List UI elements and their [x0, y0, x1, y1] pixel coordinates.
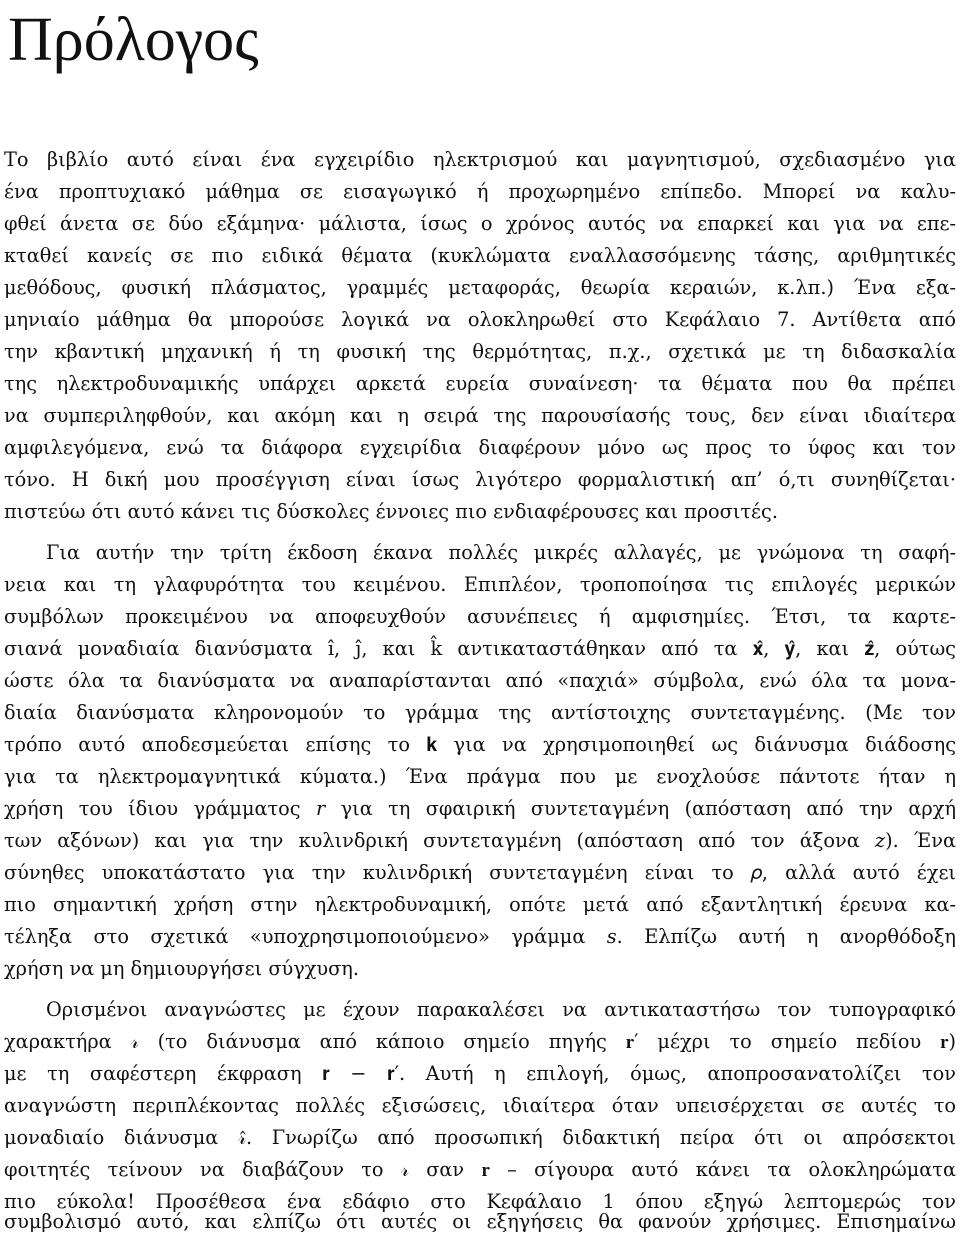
paragraph-1-line-6: μηνιαίο μάθημα θα μπορούσε λογικά να ολοκληρωθεί στο Κεφάλαιο 7. Αντίθετα από	[4, 308, 956, 331]
paragraph-1-line-4: κταθεί κανείς σε πιο ειδικά θέματα (κυκλώματα εναλλασσόμενης τάσης, αριθμητικές	[4, 244, 956, 267]
paragraph-3-line-5: μοναδιαίο διάνυσμα 𝓇̂. Γνωρίζω από προσωπική διδακτική πείρα ότι οι απρόσεκτοι	[4, 1126, 956, 1149]
paragraph-2-line-7: τρόπο αυτό αποδεσμεύεται επίσης το 𝐤 για να χρησιμοποιηθεί ως διάνυσμα διάδοσης	[4, 733, 956, 756]
paragraph-3-line-2: χαρακτήρα 𝓇 (το διάνυσμα από κάποιο σημείο πηγής 𝐫′ μέχρι το σημείο πεδίου 𝐫)	[4, 1030, 956, 1053]
paragraph-3-line-4: αναγνώστη περιπλέκοντας πολλές εξισώσεις, ιδιαίτερα όταν υπεισέρχεται σε αυτές το	[4, 1094, 956, 1117]
paragraph-2-line-3: συμβόλων προκειμένου να αποφευχθούν ασυνέπειες ή αμφισημίες. Έτσι, τα καρτε-	[4, 605, 956, 628]
paragraph-3-line-3: με τη σαφέστερη έκφραση 𝐫 − 𝐫′. Αυτή η επιλογή, όμως, αποπροσανατολίζει τον	[4, 1062, 956, 1085]
page-title: Πρόλογος	[8, 6, 259, 74]
paragraph-2-line-14: χρήση να μη δημιουργήσει σύγχυση.	[4, 957, 359, 980]
paragraph-3-line-1: Ορισμένοι αναγνώστες με έχουν παρακαλέσει να αντικαταστήσω τον τυπογραφικό	[46, 998, 956, 1021]
paragraph-1-line-5: μεθόδους, φυσική πλάσματος, γραμμές μεταφοράς, θεωρία κεραιών, κ.λπ.) Ένα εξα-	[4, 276, 956, 299]
paragraph-2-line-13: τέληξα στο σχετικά «υποχρησιμοποιούμενο» γράμμα 𝑠. Ελπίζω αυτή η ανορθόδοξη	[4, 925, 956, 948]
paragraph-1-line-9: να συμπεριληφθούν, και ακόμη και η σειρά της παρουσίασής τους, δεν είναι ιδιαίτερα	[4, 404, 956, 427]
paragraph-1-line-10: αμφιλεγόμενα, ενώ τα διάφορα εγχειρίδια διαφέρουν μόνο ως προς το ύφος και τον	[4, 436, 956, 459]
paragraph-2-line-4: σιανά μοναδιαία διανύσματα ı̂, ȷ̂, και k̂ αντικαταστάθηκαν από τα 𝐱̂, 𝐲̂, και 𝐳̂, ούτως	[4, 637, 956, 660]
paragraph-2-line-11: σύνηθες υποκατάστατο για την κυλινδρική συντεταγμένη είναι το 𝜌, αλλά αυτό έχει	[4, 861, 956, 884]
paragraph-1-line-2: ένα προπτυχιακό μάθημα σε εισαγωγικό ή προχωρημένο επίπεδο. Μπορεί να καλυ-	[4, 180, 956, 203]
paragraph-2-line-6: διαία διανύσματα κληρονομούν το γράμμα της αντίστοιχης συντεταγμένης. (Με τον	[4, 701, 956, 724]
paragraph-2-line-5: ώστε όλα τα διανύσματα να αναπαρίστανται από «παχιά» σύμβολα, ενώ όλα τα μονα-	[4, 669, 956, 692]
paragraph-1-line-1: Το βιβλίο αυτό είναι ένα εγχειρίδιο ηλεκτρισμού και μαγνητισμού, σχεδιασμένο για	[4, 148, 956, 171]
paragraph-2-line-2: νεια και τη γλαφυρότητα του κειμένου. Επιπλέον, τροποποίησα τις επιλογές μερικών	[4, 573, 956, 596]
paragraph-2-line-12: πιο σημαντική χρήση στην ηλεκτροδυναμική, οπότε μετά από εξαντλητική έρευνα κα-	[4, 893, 956, 916]
paragraph-2-line-1: Για αυτήν την τρίτη έκδοση έκανα πολλές μικρές αλλαγές, με γνώμονα τη σαφή-	[46, 541, 956, 564]
paragraph-3-line-8: συμβολισμό αυτό, και ελπίζω ότι αυτές οι εξηγήσεις θα φανούν χρήσιμες. Επισημαίνω	[4, 1210, 956, 1233]
paragraph-3-line-7: πιο εύκολα! Προσέθεσα ένα εδάφιο στο Κεφάλαιο 1 όπου εξηγώ λεπτομερώς τον	[4, 1190, 956, 1213]
paragraph-2-line-10: των αξόνων) και για την κυλινδρική συντεταγμένη (απόσταση από τον άξονα 𝑧). Ένα	[4, 829, 956, 852]
paragraph-1-line-3: φθεί άνετα σε δύο εξάμηνα· μάλιστα, ίσως ο χρόνος αυτός να επαρκεί και για να επε-	[4, 212, 956, 235]
paragraph-2-line-8: για τα ηλεκτρομαγνητικά κύματα.) Ένα πράγμα που με ενοχλούσε πάντοτε ήταν η	[4, 765, 956, 788]
paragraph-2-line-9: χρήση του ίδιου γράμματος 𝑟 για τη σφαιρική συντεταγμένη (απόσταση από την αρχή	[4, 797, 956, 820]
paragraph-1-line-7: την κβαντική μηχανική ή τη φυσική της θερμότητας, π.χ., σχετικά με τη διδασκαλία	[4, 340, 956, 363]
paragraph-1-line-12: πιστεύω ότι αυτό κάνει τις δύσκολες έννοιες πιο ενδιαφέρουσες και προσιτές.	[4, 500, 778, 523]
paragraph-3-line-6: φοιτητές τείνουν να διαβάζουν το 𝓇 σαν 𝐫 – σίγουρα αυτό κάνει τα ολοκληρώματα	[4, 1158, 956, 1181]
paragraph-1-line-11: τόνο. Η δική μου προσέγγιση είναι ίσως λιγότερο φορμαλιστική απ’ ό,τι συνηθίζεται·	[4, 468, 956, 491]
paragraph-1-line-8: της ηλεκτροδυναμικής υπάρχει αρκετά ευρεία συναίνεση· τα θέματα που θα πρέπει	[4, 372, 956, 395]
